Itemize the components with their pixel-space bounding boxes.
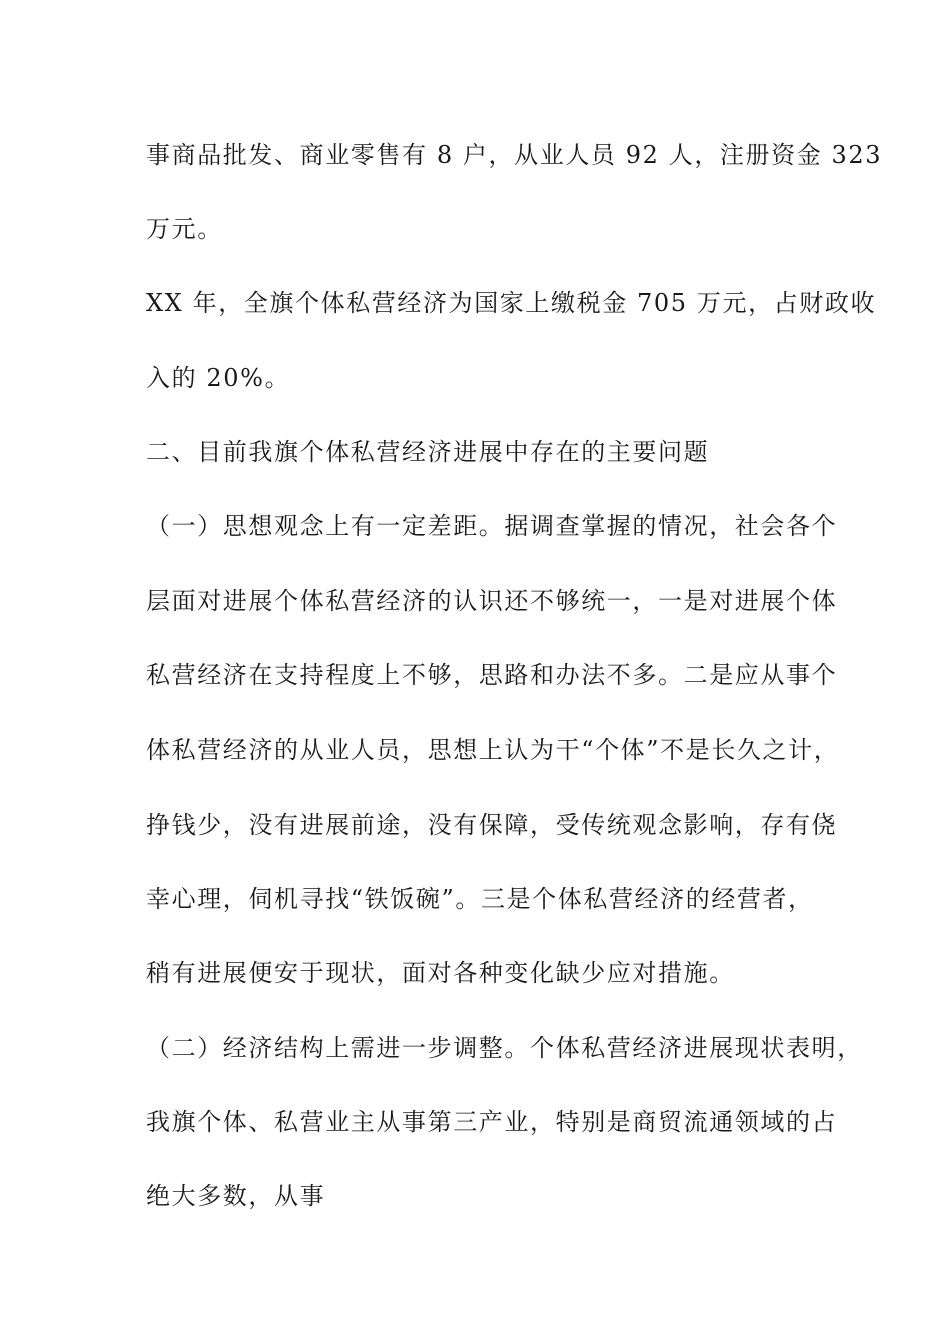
- text-line: （一）思想观念上有一定差距。据调查掌握的情况，社会各个: [146, 512, 838, 540]
- text-line: 入的 20%。: [146, 364, 291, 392]
- section-heading: 二、目前我旗个体私营经济进展中存在的主要问题: [146, 438, 710, 466]
- text-line: 层面对进展个体私营经济的认识还不够统一，一是对进展个体: [146, 587, 838, 615]
- text-line: 万元。: [146, 215, 223, 243]
- text-line: 事商品批发、商业零售有 8 户，从业人员 92 人，注册资金 323: [146, 141, 883, 169]
- text-line: （二）经济结构上需进一步调整。个体私营经济进展现状表明，: [146, 1034, 863, 1062]
- text-line: 绝大多数，从事: [146, 1182, 326, 1210]
- text-line: 我旗个体、私营业主从事第三产业，特别是商贸流通领域的占: [146, 1108, 838, 1136]
- text-line: 挣钱少，没有进展前途，没有保障，受传统观念影响，存有侥: [146, 811, 838, 839]
- text-line: 体私营经济的从业人员，思想上认为干“个体”不是长久之计，: [146, 736, 840, 764]
- text-line: 幸心理，伺机寻找“铁饭碗”。三是个体私营经济的经营者，: [146, 885, 814, 913]
- text-line: 稍有进展便安于现状，面对各种变化缺少应对措施。: [146, 959, 735, 987]
- text-line: 私营经济在支持程度上不够，思路和办法不多。二是应从事个: [146, 661, 838, 689]
- text-line: XX 年，全旗个体私营经济为国家上缴税金 705 万元，占财政收: [146, 289, 877, 317]
